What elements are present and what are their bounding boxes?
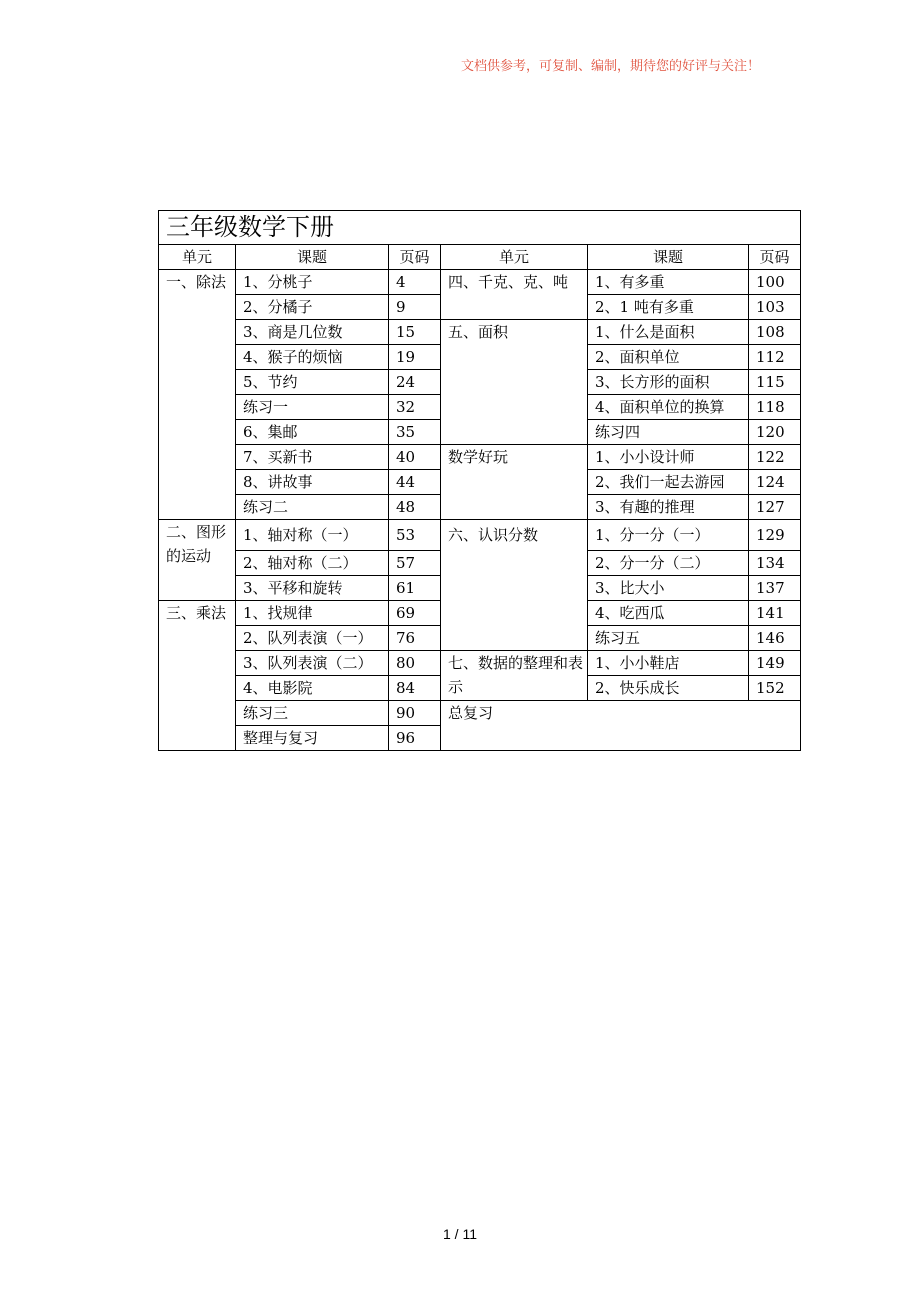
table-title: 三年级数学下册 [159,211,801,245]
unit-cell: 一、除法 [159,270,236,520]
header-topic-left: 课题 [236,245,389,270]
contents-table [158,210,801,751]
topic-cell: 7、买新书 [236,445,389,470]
topic-cell: 3、平移和旋转 [236,576,389,601]
topic-cell: 3、有趣的推理 [588,495,749,520]
page-cell: 69 [389,601,441,626]
topic-cell: 4、电影院 [236,676,389,701]
page-cell: 9 [389,295,441,320]
page-cell: 122 [749,445,801,470]
topic-cell: 3、队列表演（二） [236,651,389,676]
table-row [159,520,801,551]
topic-cell: 1、什么是面积 [588,320,749,345]
topic-cell: 4、猴子的烦恼 [236,345,389,370]
topic-cell: 3、长方形的面积 [588,370,749,395]
page-cell: 53 [389,520,441,551]
page-cell: 141 [749,601,801,626]
page-cell: 112 [749,345,801,370]
topic-cell: 2、快乐成长 [588,676,749,701]
page-cell: 90 [389,701,441,726]
page-cell: 84 [389,676,441,701]
page-cell: 15 [389,320,441,345]
unit-cell: 六、认识分数 [441,520,588,651]
page-cell: 76 [389,626,441,651]
topic-cell: 2、轴对称（二） [236,551,389,576]
page-cell: 80 [389,651,441,676]
topic-cell: 1、有多重 [588,270,749,295]
page-cell: 108 [749,320,801,345]
topic-cell: 练习三 [236,701,389,726]
page-cell: 40 [389,445,441,470]
table-row [159,651,801,676]
topic-cell: 1、小小鞋店 [588,651,749,676]
page-cell: 152 [749,676,801,701]
unit-cell: 二、图形的运动 [159,520,236,601]
unit-cell: 数学好玩 [441,445,588,520]
page-cell: 124 [749,470,801,495]
header-topic-right: 课题 [588,245,749,270]
unit-cell: 五、面积 [441,320,588,445]
table-row [159,320,801,345]
table-row [159,701,801,726]
unit-cell: 三、乘法 [159,601,236,751]
page-cell: 96 [389,726,441,751]
header-unit-left: 单元 [159,245,236,270]
page-cell: 4 [389,270,441,295]
page-cell: 35 [389,420,441,445]
page-cell: 127 [749,495,801,520]
topic-cell: 练习二 [236,495,389,520]
topic-cell: 6、集邮 [236,420,389,445]
topic-cell: 1、分一分（一） [588,520,749,551]
header-page-left: 页码 [389,245,441,270]
page-cell: 149 [749,651,801,676]
topic-cell: 8、讲故事 [236,470,389,495]
table-row [159,445,801,470]
page-cell: 61 [389,576,441,601]
topic-cell: 2、1 吨有多重 [588,295,749,320]
topic-cell: 练习四 [588,420,749,445]
page-cell: 146 [749,626,801,651]
topic-cell: 练习一 [236,395,389,420]
topic-cell: 1、找规律 [236,601,389,626]
page-cell: 100 [749,270,801,295]
header-page-right: 页码 [749,245,801,270]
topic-cell: 5、节约 [236,370,389,395]
topic-cell: 2、分橘子 [236,295,389,320]
watermark-text: 文档供参考，可复制、编制，期待您的好评与关注！ [461,59,761,74]
page-cell: 57 [389,551,441,576]
page-cell: 115 [749,370,801,395]
topic-cell: 1、轴对称（一） [236,520,389,551]
review-cell: 总复习 [441,701,801,751]
page-cell: 129 [749,520,801,551]
page-cell: 118 [749,395,801,420]
page-cell: 48 [389,495,441,520]
unit-cell: 四、千克、克、吨 [441,270,588,320]
table-header-row [159,245,801,270]
page-cell: 44 [389,470,441,495]
topic-cell: 1、分桃子 [236,270,389,295]
page-cell: 120 [749,420,801,445]
topic-cell: 2、队列表演（一） [236,626,389,651]
topic-cell: 4、吃西瓜 [588,601,749,626]
page-cell: 19 [389,345,441,370]
topic-cell: 3、比大小 [588,576,749,601]
page-cell: 32 [389,395,441,420]
topic-cell: 整理与复习 [236,726,389,751]
page-cell: 134 [749,551,801,576]
page-cell: 103 [749,295,801,320]
header-unit-right: 单元 [441,245,588,270]
topic-cell: 练习五 [588,626,749,651]
topic-cell: 2、面积单位 [588,345,749,370]
topic-cell: 4、面积单位的换算 [588,395,749,420]
page-cell: 24 [389,370,441,395]
unit-cell: 七、数据的整理和表示 [441,651,588,701]
page-cell: 137 [749,576,801,601]
topic-cell: 2、我们一起去游园 [588,470,749,495]
topic-cell: 1、小小设计师 [588,445,749,470]
table-row [159,270,801,295]
topic-cell: 2、分一分（二） [588,551,749,576]
topic-cell: 3、商是几位数 [236,320,389,345]
page-number: 1 / 11 [443,1226,477,1242]
